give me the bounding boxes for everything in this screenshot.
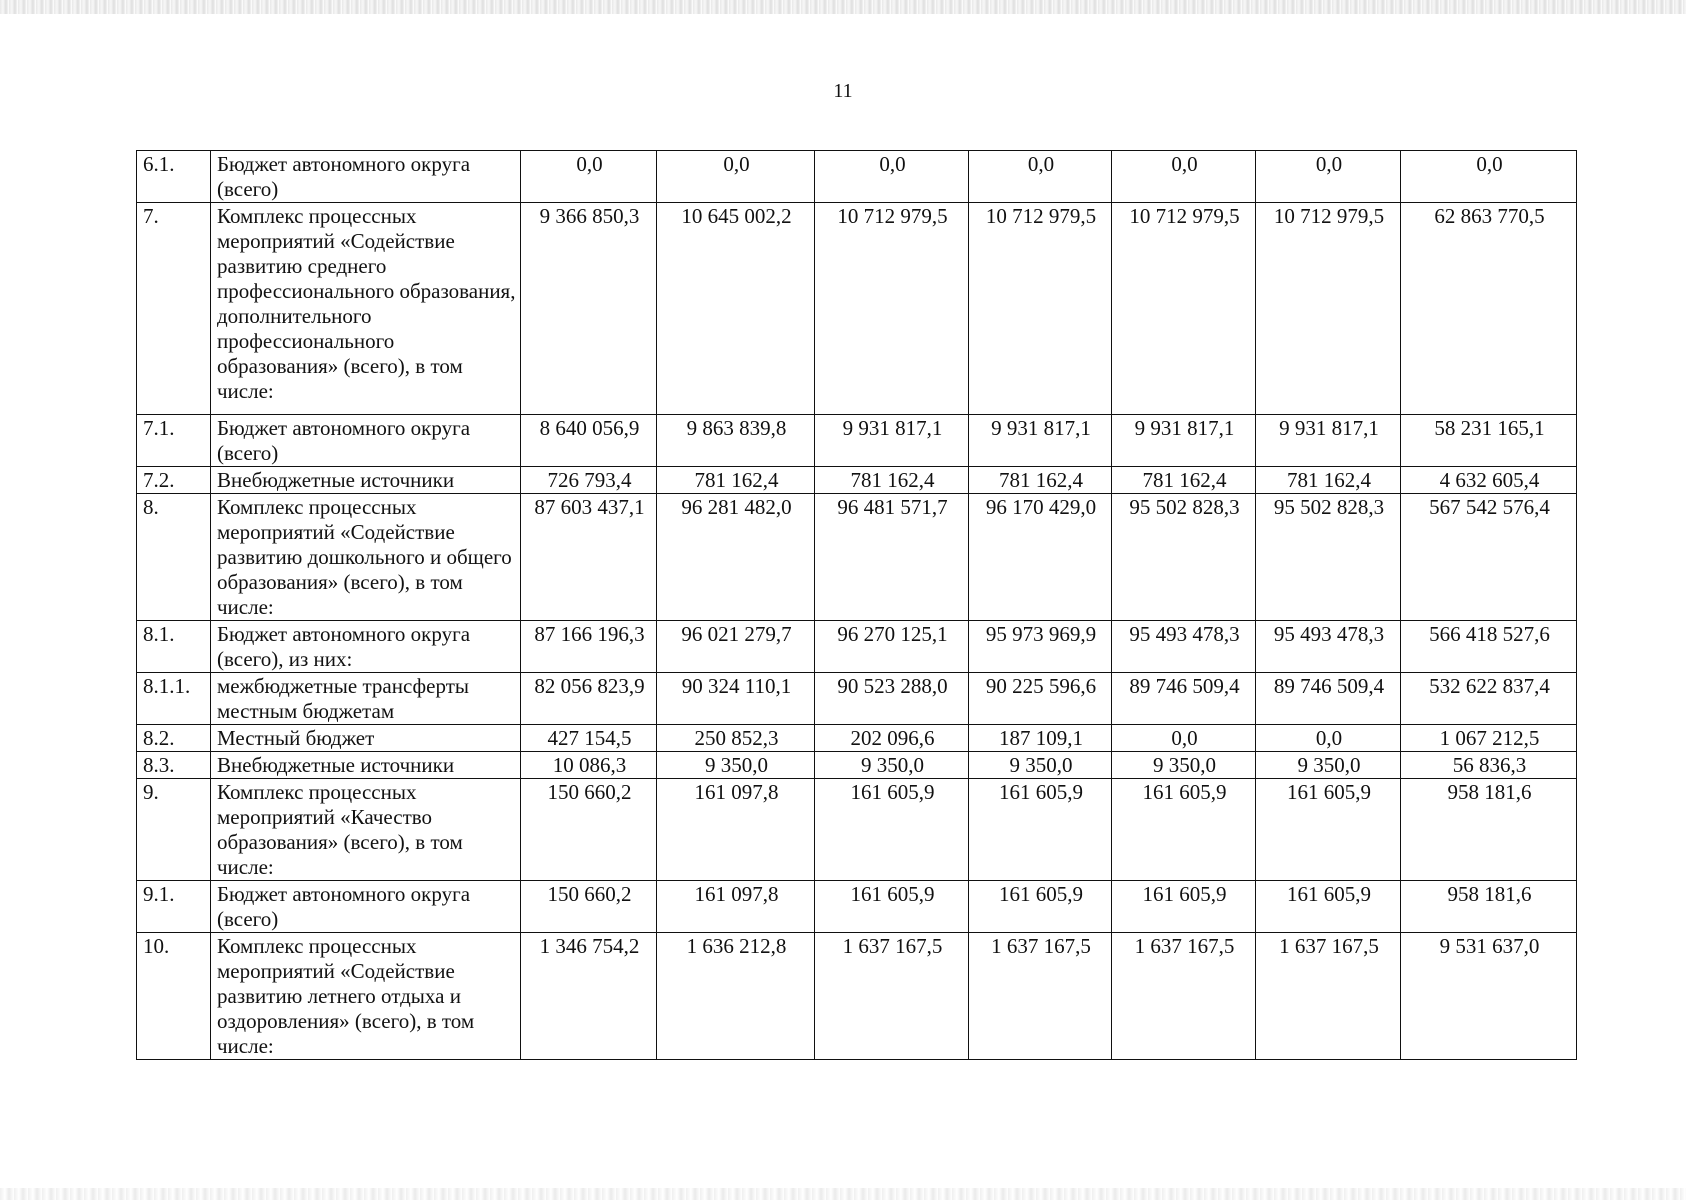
value-cell: 202 096,6 <box>815 725 969 752</box>
value-cell: 1 636 212,8 <box>657 933 815 1060</box>
row-name-cell: Комплекс процессных мероприятий «Содействие развитию дошкольного и общего образования» (всего), в том числе: <box>211 494 521 621</box>
value-cell: 9 931 817,1 <box>1112 415 1256 467</box>
value-cell: 781 162,4 <box>1256 467 1401 494</box>
value-cell: 95 493 478,3 <box>1112 621 1256 673</box>
value-cell: 1 067 212,5 <box>1401 725 1577 752</box>
value-cell: 9 931 817,1 <box>1256 415 1401 467</box>
value-cell: 95 502 828,3 <box>1112 494 1256 621</box>
value-cell: 161 605,9 <box>815 779 969 881</box>
value-cell: 9 350,0 <box>815 752 969 779</box>
value-cell: 187 109,1 <box>969 725 1112 752</box>
value-cell: 56 836,3 <box>1401 752 1577 779</box>
value-cell: 161 605,9 <box>815 881 969 933</box>
value-cell: 532 622 837,4 <box>1401 673 1577 725</box>
value-cell: 958 181,6 <box>1401 779 1577 881</box>
value-cell: 9 863 839,8 <box>657 415 815 467</box>
table-body <box>137 151 1577 1060</box>
table-row <box>137 151 1577 203</box>
table-row <box>137 933 1577 1060</box>
value-cell: 9 531 637,0 <box>1401 933 1577 1060</box>
budget-table <box>136 150 1577 1060</box>
value-cell: 90 225 596,6 <box>969 673 1112 725</box>
value-cell: 87 166 196,3 <box>521 621 657 673</box>
value-cell: 87 603 437,1 <box>521 494 657 621</box>
value-cell: 0,0 <box>1401 151 1577 203</box>
value-cell: 161 605,9 <box>969 881 1112 933</box>
value-cell: 781 162,4 <box>1112 467 1256 494</box>
scan-edge-bottom <box>0 1188 1686 1200</box>
value-cell: 958 181,6 <box>1401 881 1577 933</box>
value-cell: 9 931 817,1 <box>815 415 969 467</box>
value-cell: 161 605,9 <box>1256 779 1401 881</box>
value-cell: 9 350,0 <box>1256 752 1401 779</box>
value-cell: 96 281 482,0 <box>657 494 815 621</box>
table-row <box>137 881 1577 933</box>
value-cell: 96 170 429,0 <box>969 494 1112 621</box>
value-cell: 1 637 167,5 <box>1256 933 1401 1060</box>
row-number-cell: 10. <box>137 933 211 1060</box>
page-number: 11 <box>833 80 853 102</box>
value-cell: 10 086,3 <box>521 752 657 779</box>
row-name-cell: Бюджет автономного округа (всего) <box>211 881 521 933</box>
value-cell: 781 162,4 <box>657 467 815 494</box>
value-cell: 96 021 279,7 <box>657 621 815 673</box>
value-cell: 161 605,9 <box>969 779 1112 881</box>
value-cell: 0,0 <box>1256 151 1401 203</box>
value-cell: 1 346 754,2 <box>521 933 657 1060</box>
value-cell: 90 324 110,1 <box>657 673 815 725</box>
value-cell: 566 418 527,6 <box>1401 621 1577 673</box>
row-name-cell: Бюджет автономного округа (всего) <box>211 151 521 203</box>
row-number-cell: 8. <box>137 494 211 621</box>
value-cell: 9 366 850,3 <box>521 203 657 415</box>
value-cell: 62 863 770,5 <box>1401 203 1577 415</box>
row-name-cell: Комплекс процессных мероприятий «Качество образования» (всего), в том числе: <box>211 779 521 881</box>
row-number-cell: 7. <box>137 203 211 415</box>
value-cell: 82 056 823,9 <box>521 673 657 725</box>
value-cell: 726 793,4 <box>521 467 657 494</box>
value-cell: 1 637 167,5 <box>969 933 1112 1060</box>
value-cell: 567 542 576,4 <box>1401 494 1577 621</box>
value-cell: 0,0 <box>521 151 657 203</box>
table-row <box>137 779 1577 881</box>
value-cell: 9 931 817,1 <box>969 415 1112 467</box>
value-cell: 9 350,0 <box>1112 752 1256 779</box>
value-cell: 10 712 979,5 <box>1112 203 1256 415</box>
row-number-cell: 8.3. <box>137 752 211 779</box>
scan-edge-top <box>0 0 1686 14</box>
row-name-cell: межбюджетные трансферты местным бюджетам <box>211 673 521 725</box>
value-cell: 96 481 571,7 <box>815 494 969 621</box>
value-cell: 1 637 167,5 <box>1112 933 1256 1060</box>
value-cell: 9 350,0 <box>657 752 815 779</box>
value-cell: 89 746 509,4 <box>1112 673 1256 725</box>
value-cell: 150 660,2 <box>521 881 657 933</box>
value-cell: 95 493 478,3 <box>1256 621 1401 673</box>
value-cell: 0,0 <box>1112 725 1256 752</box>
row-number-cell: 9.1. <box>137 881 211 933</box>
value-cell: 250 852,3 <box>657 725 815 752</box>
value-cell: 161 605,9 <box>1112 881 1256 933</box>
value-cell: 161 097,8 <box>657 881 815 933</box>
value-cell: 90 523 288,0 <box>815 673 969 725</box>
value-cell: 0,0 <box>969 151 1112 203</box>
value-cell: 89 746 509,4 <box>1256 673 1401 725</box>
value-cell: 161 097,8 <box>657 779 815 881</box>
value-cell: 96 270 125,1 <box>815 621 969 673</box>
row-name-cell: Бюджет автономного округа (всего) <box>211 415 521 467</box>
value-cell: 1 637 167,5 <box>815 933 969 1060</box>
row-number-cell: 9. <box>137 779 211 881</box>
row-number-cell: 7.1. <box>137 415 211 467</box>
value-cell: 0,0 <box>815 151 969 203</box>
value-cell: 95 973 969,9 <box>969 621 1112 673</box>
value-cell: 427 154,5 <box>521 725 657 752</box>
value-cell: 9 350,0 <box>969 752 1112 779</box>
value-cell: 150 660,2 <box>521 779 657 881</box>
row-name-cell: Внебюджетные источники <box>211 752 521 779</box>
value-cell: 781 162,4 <box>969 467 1112 494</box>
row-name-cell: Внебюджетные источники <box>211 467 521 494</box>
value-cell: 10 712 979,5 <box>815 203 969 415</box>
table-row <box>137 415 1577 467</box>
value-cell: 58 231 165,1 <box>1401 415 1577 467</box>
row-number-cell: 8.1.1. <box>137 673 211 725</box>
value-cell: 10 712 979,5 <box>1256 203 1401 415</box>
row-number-cell: 7.2. <box>137 467 211 494</box>
row-number-cell: 8.2. <box>137 725 211 752</box>
row-name-cell: Бюджет автономного округа (всего), из них: <box>211 621 521 673</box>
value-cell: 0,0 <box>1112 151 1256 203</box>
value-cell: 10 645 002,2 <box>657 203 815 415</box>
value-cell: 161 605,9 <box>1256 881 1401 933</box>
value-cell: 4 632 605,4 <box>1401 467 1577 494</box>
row-name-cell: Местный бюджет <box>211 725 521 752</box>
table-row <box>137 621 1577 673</box>
table-row <box>137 203 1577 415</box>
value-cell: 781 162,4 <box>815 467 969 494</box>
table-row <box>137 467 1577 494</box>
table-row <box>137 725 1577 752</box>
table-row <box>137 752 1577 779</box>
value-cell: 10 712 979,5 <box>969 203 1112 415</box>
value-cell: 161 605,9 <box>1112 779 1256 881</box>
table-row <box>137 494 1577 621</box>
row-number-cell: 8.1. <box>137 621 211 673</box>
table-row <box>137 673 1577 725</box>
row-number-cell: 6.1. <box>137 151 211 203</box>
value-cell: 0,0 <box>1256 725 1401 752</box>
value-cell: 0,0 <box>657 151 815 203</box>
row-name-cell: Комплекс процессных мероприятий «Содействие развитию летнего отдыха и оздоровления» (всего), в том числе: <box>211 933 521 1060</box>
row-name-cell: Комплекс процессных мероприятий «Содействие развитию среднего профессионального образования, дополнительного профессионального образования» (всего), в том числе: <box>211 203 521 415</box>
value-cell: 8 640 056,9 <box>521 415 657 467</box>
value-cell: 95 502 828,3 <box>1256 494 1401 621</box>
